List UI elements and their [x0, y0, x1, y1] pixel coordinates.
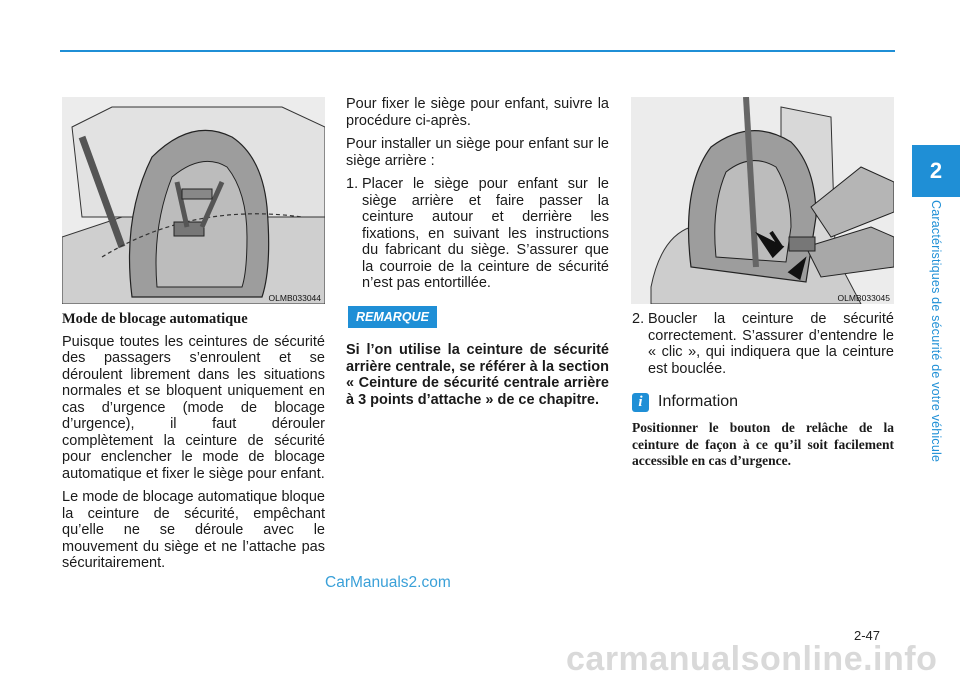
- step-1-number: 1.: [346, 176, 359, 192]
- watermark-link[interactable]: CarManuals2.com: [325, 574, 451, 591]
- remark-badge: REMARQUE: [348, 306, 437, 329]
- chapter-title: Caractéristiques de sécurité de votre véhicule: [929, 200, 943, 463]
- buckle-illustration: [631, 97, 894, 304]
- left-paragraph-1: Puisque toutes les ceintures de sécurité des passagers s’enroulent et se déroulent librement dans les situations normales et se bloquent uniquement en cas d’urgence (mode de blocage d’urgence), il faut dérouler complètement la ceinture de sécurité pour enclencher le mode de blocage automatique et fixer le siège pour enfant.: [62, 333, 325, 482]
- figure-code-left: OLMB033044: [268, 293, 321, 303]
- middle-paragraph-2: Pour installer un siège pour enfant sur le siège arrière :: [346, 136, 609, 169]
- left-column: [62, 311, 325, 579]
- child-seat-illustration: [62, 97, 325, 304]
- remark-text: Si l’on utilise la ceinture de sécurité arrière centrale, se référer à la section « Ceinture de sécurité centrale arrière à 3 points d’attache » de ce chapitre.: [346, 342, 609, 408]
- figure-code-right: OLMB033045: [837, 293, 890, 303]
- step-1: [346, 176, 609, 292]
- middle-column: [346, 96, 609, 408]
- left-paragraph-2: Le mode de blocage automatique bloque la ceinture de sécurité, empêchant qu’elle ne se déroule avec le mouvement du siège et ne l’attache pas sécuritairement.: [62, 489, 325, 571]
- step-2-text: Boucler la ceinture de sécurité correctement. S’assurer d’entendre le « clic », qui indiquera que la ceinture est bouclée.: [648, 311, 894, 377]
- footer-watermark: carmanualsonline.info: [566, 640, 938, 678]
- section-heading: Mode de blocage automatique: [62, 311, 248, 327]
- information-header: [632, 393, 894, 412]
- chapter-number-tab: 2: [912, 145, 960, 197]
- right-column: [632, 311, 894, 470]
- step-2-number: 2.: [632, 311, 645, 327]
- information-title: Information: [658, 393, 739, 411]
- header-rule: [60, 50, 895, 52]
- figure-child-seat-left: [62, 97, 325, 304]
- information-text: Positionner le bouton de relâche de la ceinture de façon à ce qu’il soit facilement accessible en cas d’urgence.: [632, 420, 894, 468]
- page-number: 2-47: [854, 628, 881, 643]
- info-icon: i: [632, 393, 649, 412]
- step-2: [632, 311, 894, 377]
- middle-paragraph-1: Pour fixer le siège pour enfant, suivre la procédure ci-après.: [346, 96, 609, 129]
- step-1-text: Placer le siège pour enfant sur le siège arrière et faire passer la ceinture autour et derrière les fixations, en suivant les instructions du fabricant du siège. S’assurer que la courroie de la ceinture de sécurité n’est pas entortillée.: [362, 176, 609, 291]
- figure-child-seat-right: [631, 97, 894, 304]
